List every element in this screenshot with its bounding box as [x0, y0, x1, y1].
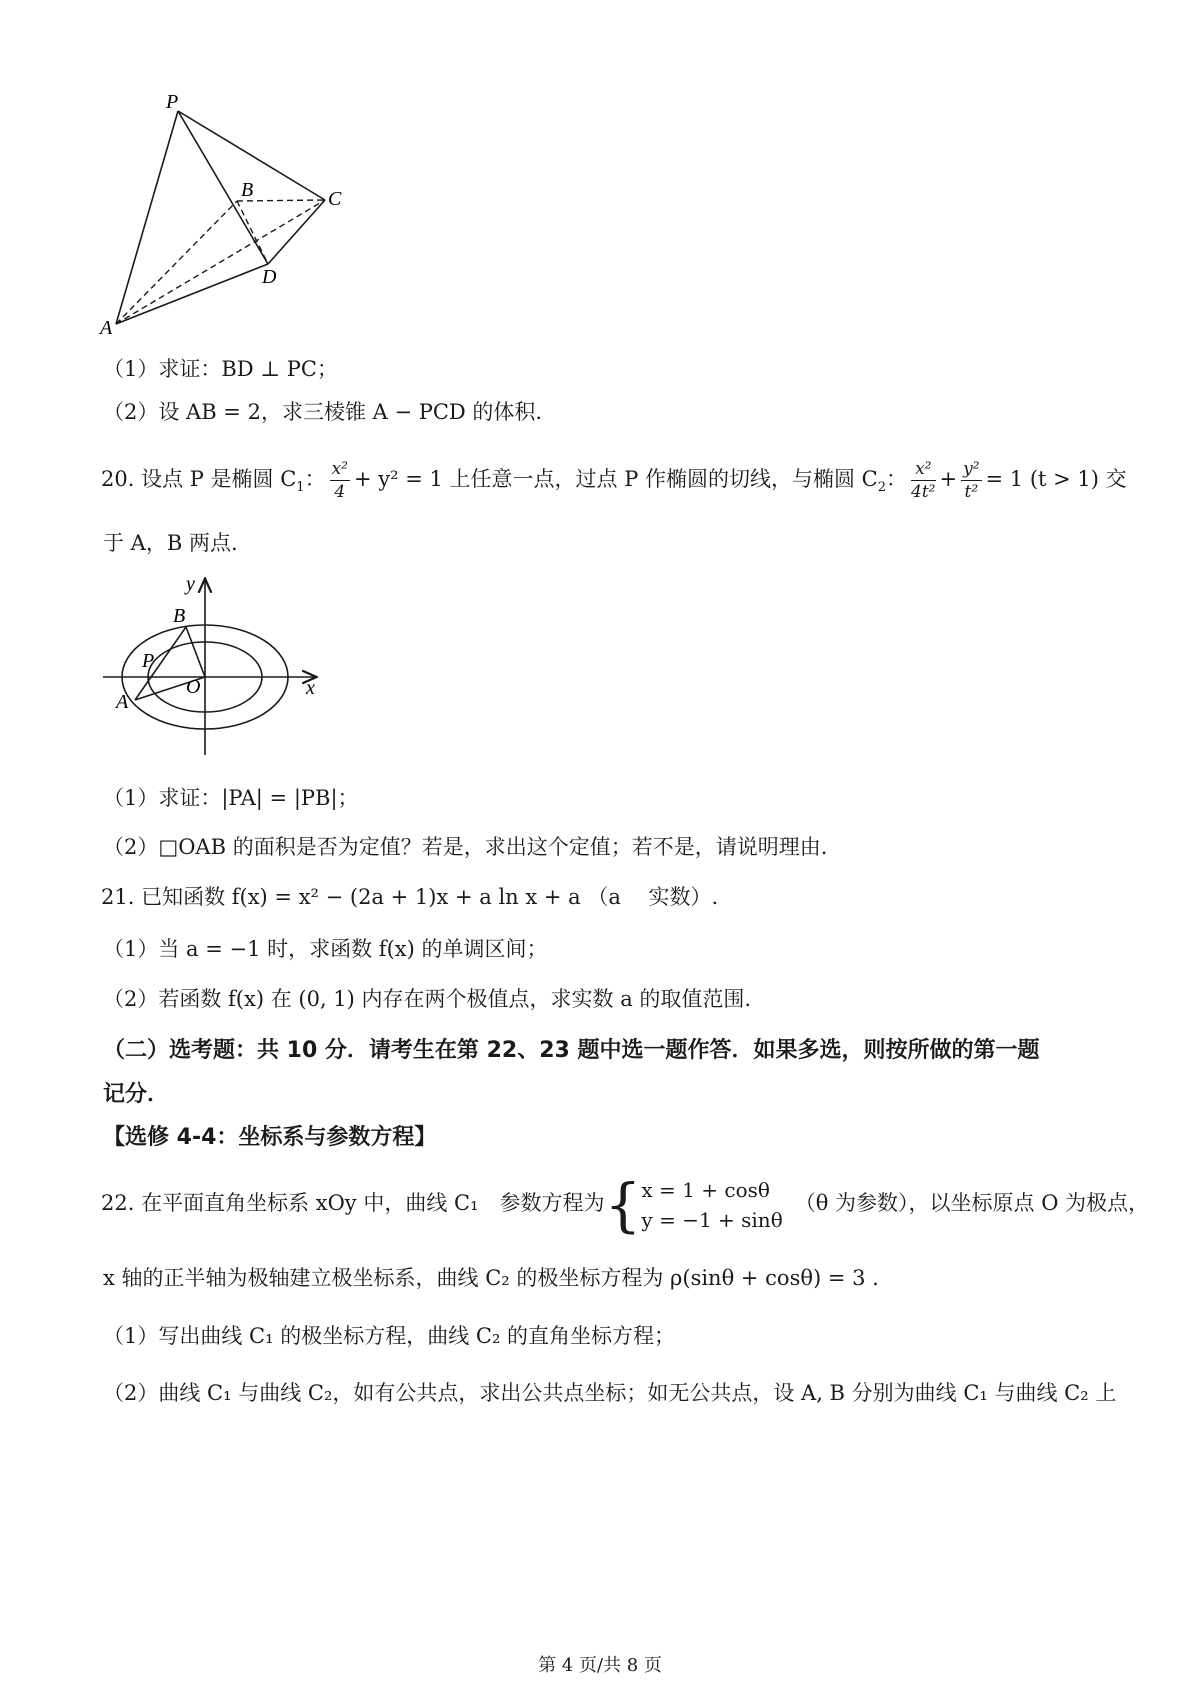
- label-B2: B: [173, 605, 186, 627]
- q19-part1: （1）求证：BD ⊥ PC；: [103, 357, 338, 381]
- q20-frac-1: [330, 458, 350, 503]
- q22-part1: （1）写出曲线 C₁ 的极坐标方程，曲线 C₂ 的直角坐标方程；: [103, 1324, 676, 1348]
- q20-c2-sub: 2: [877, 480, 887, 496]
- q19-part2: （2）设 AB = 2，求三棱锥 A − PCD 的体积.: [103, 400, 543, 424]
- q20-c2-plus: +: [939, 467, 958, 491]
- q21-part2: （2）若函数 f(x) 在 (0, 1) 内存在两个极值点，求实数 a 的取值范围.: [103, 987, 752, 1011]
- label-O: O: [186, 676, 201, 698]
- q20-frac-3: [961, 458, 981, 503]
- label-A: A: [100, 317, 113, 339]
- ellipse-figure: [95, 565, 335, 760]
- q22-part2: （2）曲线 C₁ 与曲线 C₂，如有公共点，求出公共点坐标；如无公共点，设 A, B 分别为曲线 C₁ 与曲线 C₂ 上: [103, 1381, 1117, 1405]
- q20-part1: （1）求证：|PA| = |PB|；: [103, 786, 359, 810]
- label-y: y: [186, 573, 195, 595]
- q20-c2-rest: = 1 (t > 1) 交: [985, 467, 1127, 491]
- q20-frac-3-den: t²: [964, 482, 979, 502]
- q20-frac-1-den: 4: [334, 482, 346, 502]
- q22-prefix: 22. 在平面直角坐标系 xOy 中，曲线 C₁ 参数方程为: [101, 1191, 605, 1215]
- q20-frac-1-num: x²: [331, 459, 348, 479]
- left-brace-icon: {: [604, 1170, 642, 1239]
- pyramid-figure: [95, 85, 365, 350]
- label-x: x: [306, 677, 315, 699]
- q20-stem: [101, 458, 1127, 503]
- q21-part1: （1）当 a = −1 时，求函数 f(x) 的单调区间；: [103, 937, 548, 961]
- q20-c1-sub: 1: [296, 480, 305, 496]
- label-P2: P: [142, 650, 155, 672]
- q20-c2-colon: ：: [886, 467, 908, 491]
- elective-heading: 【选修 4-4：坐标系与参数方程】: [103, 1125, 437, 1150]
- section-heading-line2: 记分．: [103, 1082, 170, 1107]
- page-footer: 第 4 页/共 8 页: [538, 1655, 662, 1676]
- label-C: C: [328, 188, 342, 210]
- section-heading-line1: （二）选考题：共 10 分．请考生在第 22、23 题中选一题作答．如果多选，则按所做的第一题: [103, 1038, 1040, 1063]
- label-D: D: [262, 266, 277, 288]
- q20-frac-3-num: y²: [963, 459, 980, 479]
- q20-frac-2-den: 4t²: [911, 482, 936, 502]
- q20-c1-rest: + y² = 1 上任意一点，过点 P 作椭圆的切线，与椭圆 C: [353, 467, 878, 491]
- q20-frac-2: [911, 458, 935, 503]
- q20-frac-2-num: x²: [911, 458, 935, 481]
- q20-prefix: 20. 设点 P 是椭圆 C: [101, 467, 297, 491]
- label-B: B: [241, 179, 254, 201]
- q22-line2: x 轴的正半轴为极轴建立极坐标系，曲线 C₂ 的极坐标方程为 ρ(sinθ + cosθ) = 3 .: [103, 1266, 879, 1290]
- q20-part2: （2）□OAB 的面积是否为定值？若是，求出这个定值；若不是，请说明理由.: [103, 835, 828, 859]
- q22-eq1: x = 1 + cosθ: [641, 1177, 770, 1202]
- q21-stem: 21. 已知函数 f(x) = x² − (2a + 1)x + a ln x + a （a 实数）.: [101, 885, 719, 909]
- label-P: P: [166, 91, 179, 113]
- q20-c1-colon: ：: [304, 467, 326, 491]
- label-A2: A: [116, 691, 129, 713]
- q22-eq2: y = −1 + sinθ: [641, 1207, 783, 1232]
- q22-stem: [101, 1170, 1150, 1239]
- q22-suffix: （θ 为参数），以坐标原点 O 为极点，: [794, 1191, 1150, 1215]
- q20-line2: 于 A，B 两点.: [103, 531, 238, 555]
- q22-param-eqs: [641, 1175, 782, 1235]
